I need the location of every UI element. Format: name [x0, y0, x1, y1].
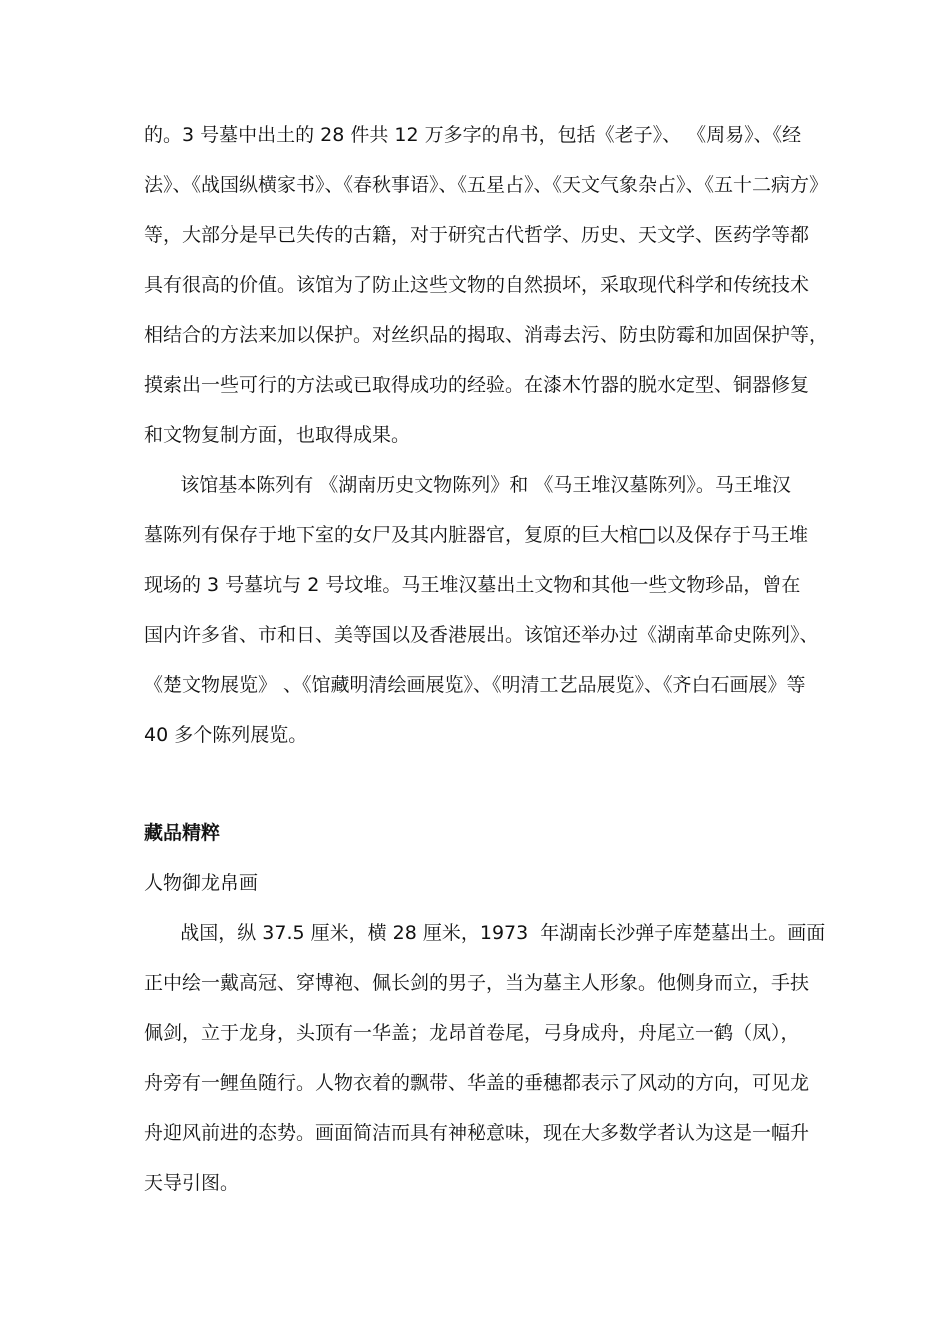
- text-line: 战国，纵 37.5 厘米，横 28 厘米，1973 年湖南长沙弹子库楚墓出土。画面: [144, 922, 826, 944]
- text-line: 佩剑，立于龙身，头顶有一华盖；龙昂首卷尾，弓身成舟，舟尾立一鹤（凤），: [144, 1022, 800, 1044]
- text-line: 正中绘一戴高冠、穿博袍、佩长剑的男子，当为墓主人形象。他侧身而立，手扶: [144, 972, 810, 994]
- text-line: 墓陈列有保存于地下室的女尸及其内脏器官，复原的巨大棺□以及保存于马王堆: [144, 524, 808, 546]
- text-line: 和文物复制方面，也取得成果。: [144, 424, 411, 446]
- text-line: 的。3 号墓中出土的 28 件共 12 万多字的帛书，包括《老子》、 《周易》、《经: [144, 124, 802, 146]
- text-line: 国内许多省、市和日、美等国以及香港展出。该馆还举办过《湖南革命史陈列》、: [144, 624, 819, 646]
- text-line: 相结合的方法来加以保护。对丝织品的揭取、消毒去污、防虫防霉和加固保护等，: [144, 324, 829, 346]
- text-line: 天导引图。: [144, 1172, 240, 1194]
- paragraph-painting-description: [144, 908, 826, 1208]
- text-line: 等，大部分是早已失传的古籍，对于研究古代哲学、历史、天文学、医药学等都: [144, 224, 810, 246]
- section-heading: 藏品精粹: [144, 822, 221, 844]
- item-title: 人物御龙帛画: [144, 872, 259, 894]
- text-line: 《楚文物展览》 、《馆藏明清绘画展览》、《明清工艺品展览》、《齐白石画展》等: [144, 674, 806, 696]
- paragraph-silk-books: [144, 110, 829, 460]
- paragraph-exhibitions: [144, 460, 819, 760]
- text-line: 摸索出一些可行的方法或已取得成功的经验。在漆木竹器的脱水定型、铜器修复: [144, 374, 810, 396]
- text-line: 该馆基本陈列有 《湖南历史文物陈列》和 《马王堆汉墓陈列》。马王堆汉: [144, 474, 791, 496]
- text-line: 舟迎风前进的态势。画面简洁而具有神秘意味，现在大多数学者认为这是一幅升: [144, 1122, 810, 1144]
- text-line: 现场的 3 号墓坑与 2 号坟堆。马王堆汉墓出土文物和其他一些文物珍品，曾在: [144, 574, 801, 596]
- text-line: 40 多个陈列展览。: [144, 724, 308, 746]
- text-line: 具有很高的价值。该馆为了防止这些文物的自然损坏，采取现代科学和传统技术: [144, 274, 810, 296]
- text-line: 法》、《战国纵横家书》、《春秋事语》、《五星占》、《天文气象杂占》、《五十二病方》: [144, 174, 829, 196]
- text-line: 舟旁有一鲤鱼随行。人物衣着的飘带、华盖的垂穗都表示了风动的方向，可见龙: [144, 1072, 810, 1094]
